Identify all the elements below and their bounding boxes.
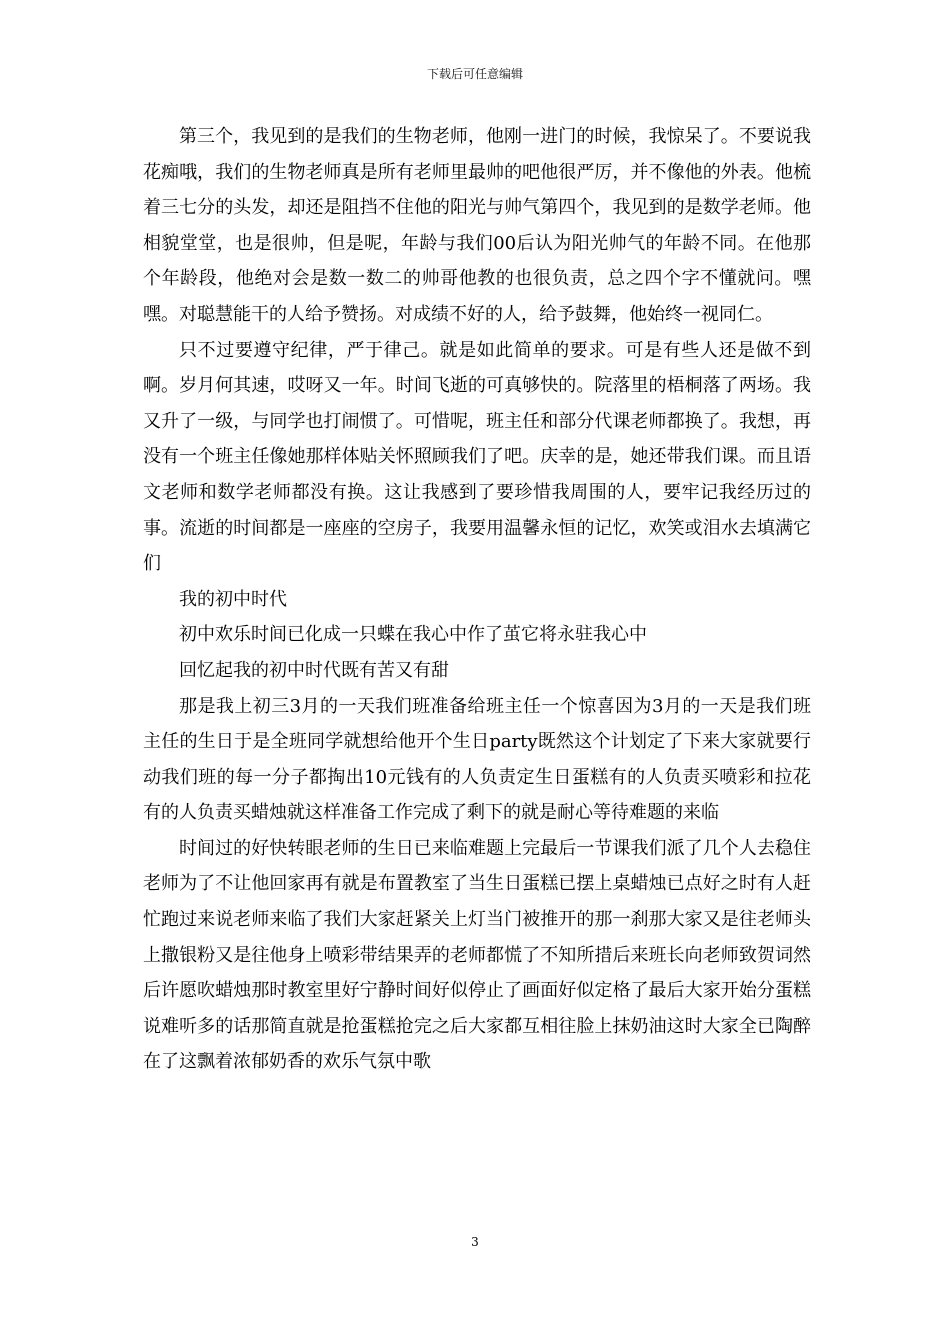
paragraph-bitter-sweet: 回忆起我的初中时代既有苦又有甜 bbox=[179, 659, 449, 681]
document-body bbox=[143, 119, 811, 1080]
page-header: 下载后可任意编辑 bbox=[426, 67, 523, 81]
paragraph-birthday-plan: 那是我上初三3月的一天我们班准备给班主任一个惊喜因为3月的一天是我们班主任的生日于是全班同学就想给他开个生日party既然这个计划定了下来大家就要行动我们班的每一分子都掏出10元钱有的人负责定生日蛋糕有的人负责买喷彩和拉花有的人负责买蜡烛就这样准备工作完成了剩下的就是耐心等待难题的来临 bbox=[143, 695, 811, 824]
paragraph-discipline-time: 只不过要遵守纪律，严于律己。就是如此简单的要求。可是有些人还是做不到啊。岁月何其速，哎呀又一年。时间飞逝的可真够快的。院落里的梧桐落了两场。我又升了一级，与同学也打闹惯了。可惜呢，班主任和部分代课老师都换了。我想，再没有一个班主任像她那样体贴关怀照顾我们了吧。庆幸的是，她还带我们课。而且语文老师和数学老师都没有换。这让我感到了要珍惜我周围的人，要牢记我经历过的事。流逝的时间都是一座座的空房子，我要用温馨永恒的记忆，欢笑或泪水去填满它们 bbox=[143, 339, 811, 575]
essay-title: 我的初中时代 bbox=[179, 588, 287, 610]
page-number: 3 bbox=[471, 1235, 479, 1249]
paragraph-biology-math-teachers: 第三个，我见到的是我们的生物老师，他刚一进门的时候，我惊呆了。不要说我花痴哦，我们的生物老师真是所有老师里最帅的吧他很严厉，并不像他的外表。他梳着三七分的头发，却还是阻挡不住他的阳光与帅气第四个，我见到的是数学老师。他相貌堂堂，也是很帅，但是呢，年龄与我们00后认为阳光帅气的年龄不同。在他那个年龄段，他绝对会是数一数二的帅哥他教的也很负责，总之四个字不懂就问。嘿嘿。对聪慧能干的人给予赞扬。对成绩不好的人，给予鼓舞，他始终一视同仁。 bbox=[143, 126, 811, 325]
paragraph-birthday-party: 时间过的好快转眼老师的生日已来临难题上完最后一节课我们派了几个人去稳住老师为了不让他回家再有就是布置教室了当生日蛋糕已摆上桌蜡烛已点好之时有人赶忙跑过来说老师来临了我们大家赶紧关上灯当门被推开的那一刹那大家又是往老师头上撒银粉又是往他身上喷彩带结果弄的老师都慌了不知所措后来班长向老师致贺词然后许愿吹蜡烛那时教室里好宁静时间好似停止了画面好似定格了最后大家开始分蛋糕说难听多的话那简直就是抢蛋糕抢完之后大家都互相往脸上抹奶油这时大家全已陶醉在了这飘着浓郁奶香的欢乐气氛中歌 bbox=[143, 837, 811, 1073]
paragraph-butterfly: 初中欢乐时间已化成一只蝶在我心中作了茧它将永驻我心中 bbox=[179, 624, 647, 646]
